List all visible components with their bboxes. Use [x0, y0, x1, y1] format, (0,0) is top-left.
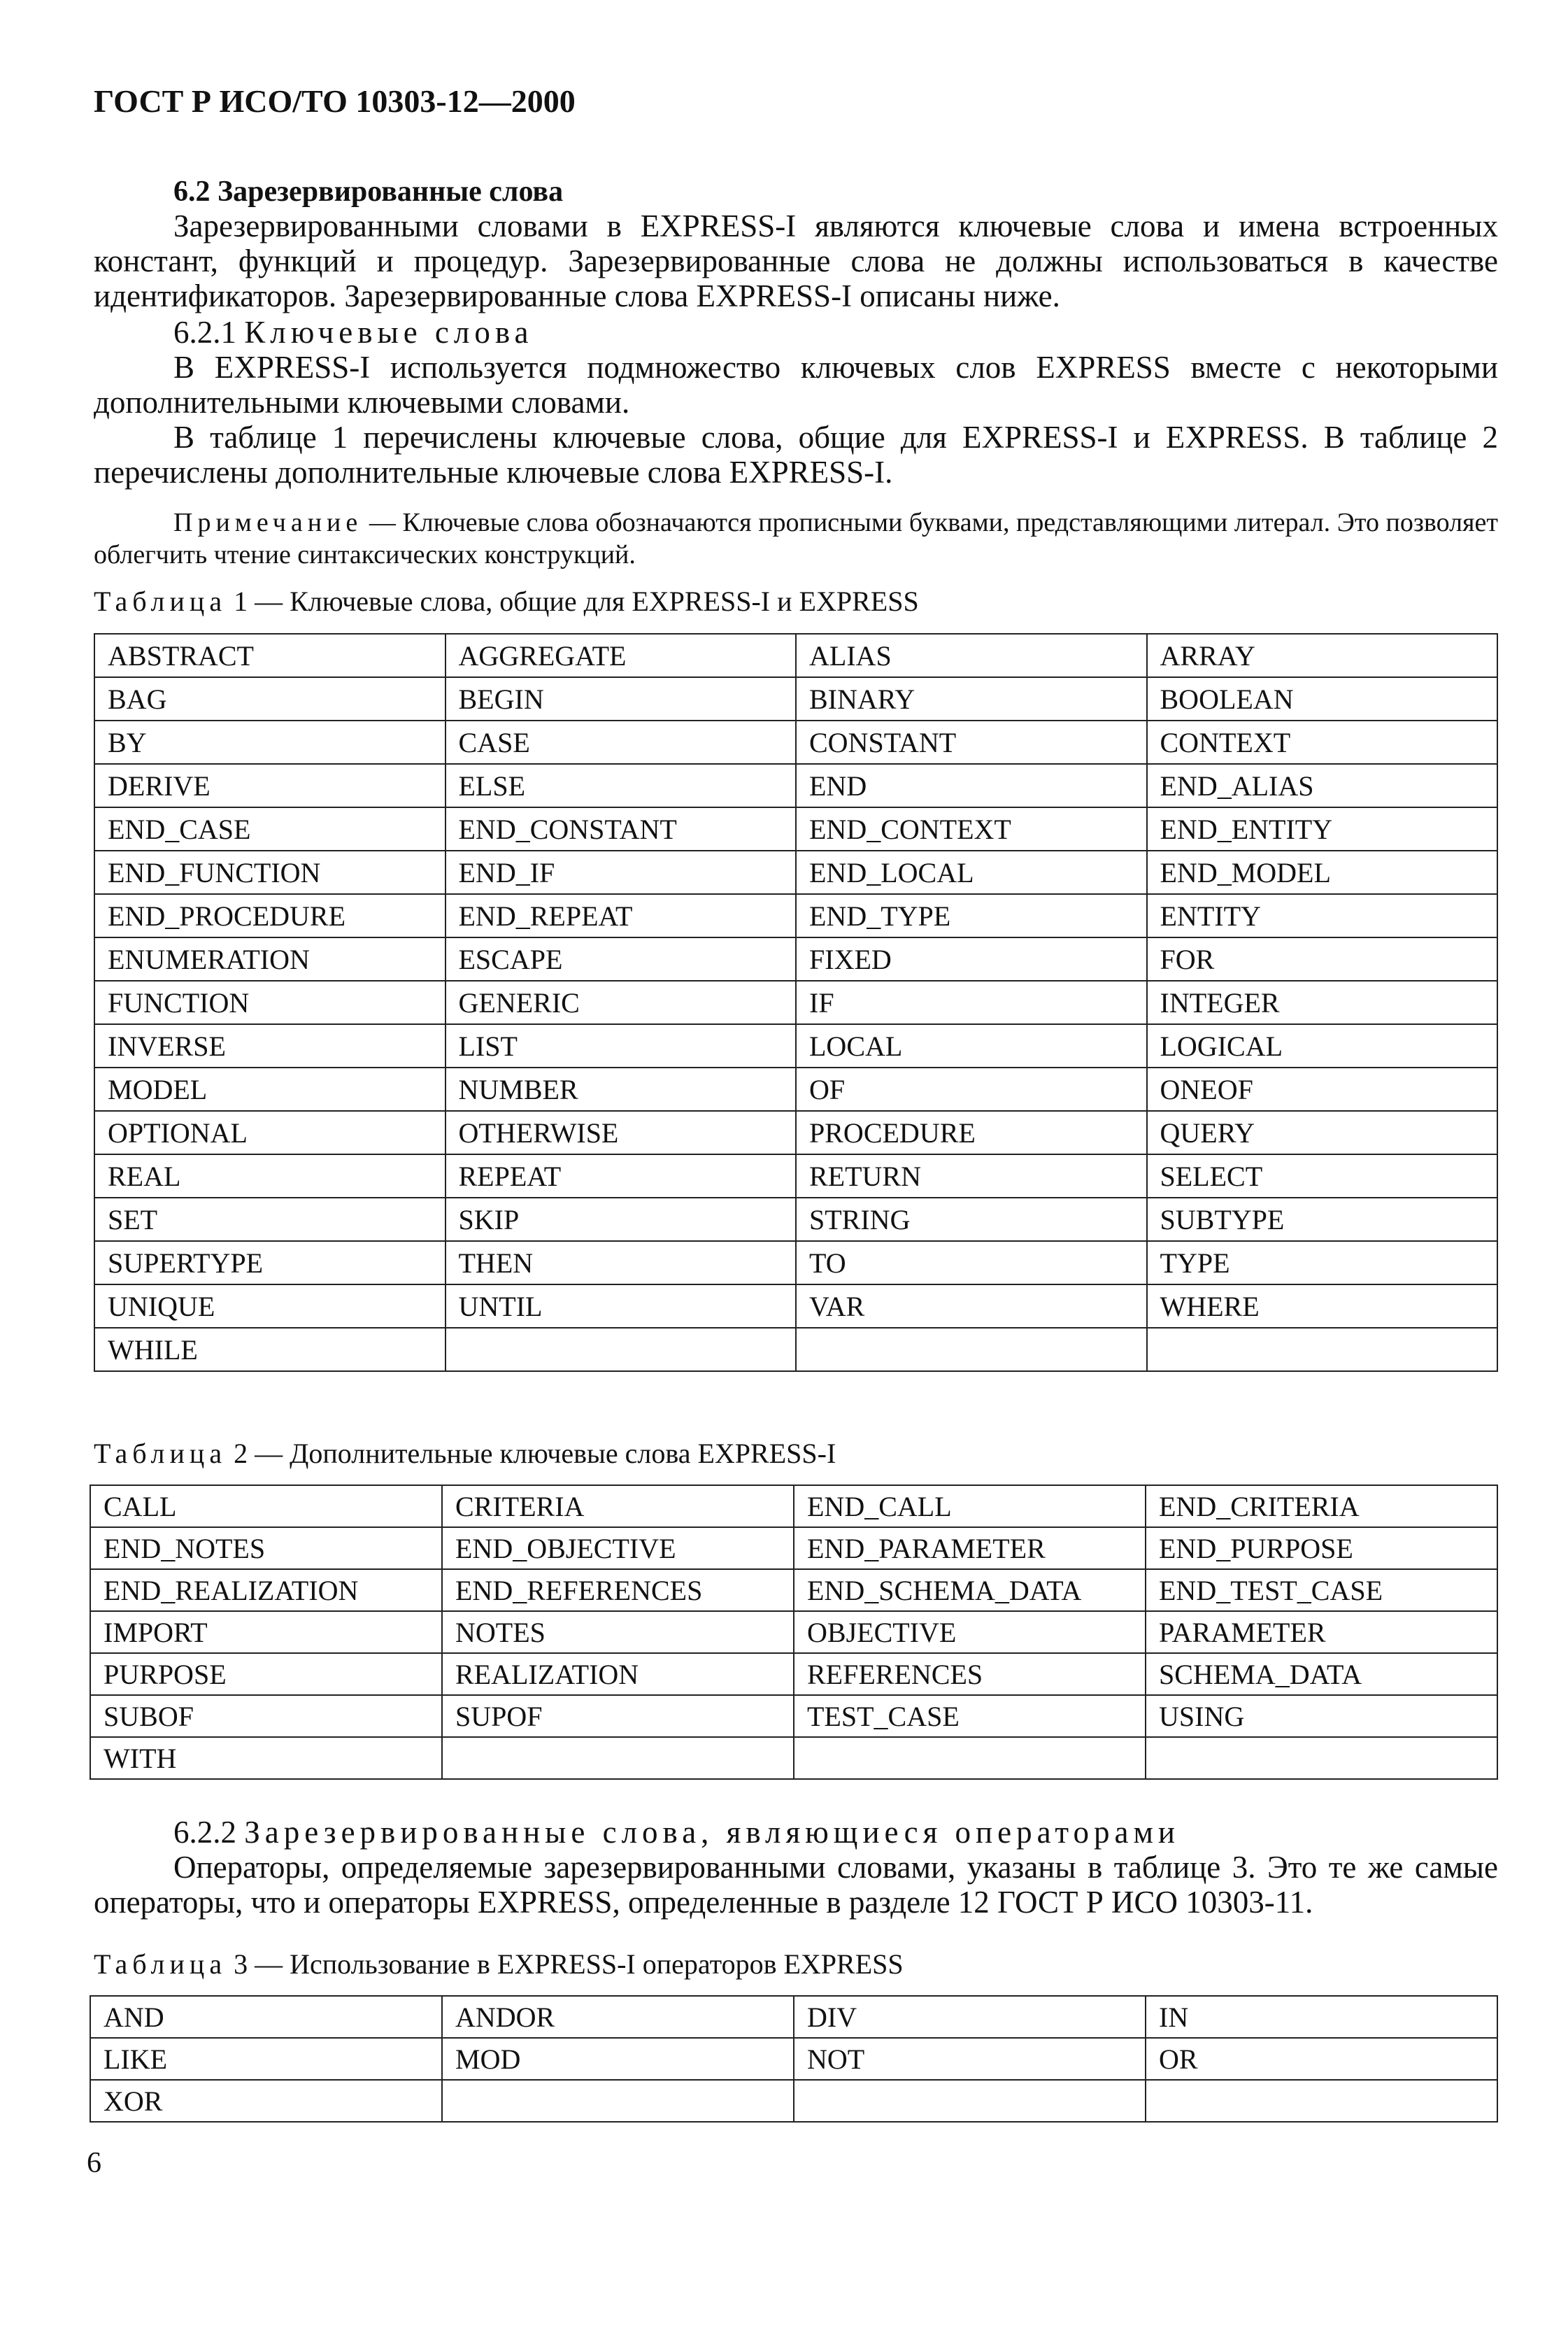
table-cell: WHERE [1147, 1284, 1498, 1328]
table-row [90, 1996, 1497, 2038]
table-row [90, 1737, 1497, 1779]
table-cell: END_OBJECTIVE [442, 1527, 794, 1569]
table-cell: OPTIONAL [94, 1111, 446, 1154]
table-cell: PARAMETER [1146, 1611, 1497, 1653]
subsection-2-heading [173, 1815, 1180, 1850]
subsection-1-number: 6.2.1 [173, 315, 236, 350]
table-cell: END [796, 764, 1147, 807]
table-cell: IF [796, 981, 1147, 1024]
table-cell: END_MODEL [1147, 851, 1498, 894]
table-row [90, 1611, 1497, 1653]
table-cell: DERIVE [94, 764, 446, 807]
table-row [90, 2080, 1497, 2122]
table-cell: SUPOF [442, 1695, 794, 1737]
table-row [90, 1653, 1497, 1695]
table-cell: END_ENTITY [1147, 807, 1498, 851]
table-row [90, 1485, 1497, 1527]
table-row [94, 634, 1497, 677]
table-cell: END_IF [446, 851, 797, 894]
table-cell: END_FUNCTION [94, 851, 446, 894]
subsection-2-number: 6.2.2 [173, 1815, 236, 1850]
subsection-1-title: Ключевые слова [244, 315, 534, 350]
table-cell: REFERENCES [794, 1653, 1146, 1695]
table-cell: END_SCHEMA_DATA [794, 1569, 1146, 1611]
table-cell: CASE [446, 721, 797, 764]
table-cell [1146, 2080, 1497, 2122]
table-cell: AGGREGATE [446, 634, 797, 677]
table-cell: BINARY [796, 677, 1147, 721]
table-cell: TEST_CASE [794, 1695, 1146, 1737]
table-1-caption-text: 1 — Ключевые слова, общие для EXPRESS-I и EXPRESS [227, 586, 919, 617]
table-cell: WITH [90, 1737, 442, 1779]
subsection-1-paragraph-2: В таблице 1 перечислены ключевые слова, общие для EXPRESS-I и EXPRESS. В таблице 2 перечислены дополнительные ключевые слова EXPRESS-I. [94, 420, 1498, 490]
section-title: 6.2 Зарезервированные слова [173, 176, 564, 208]
table-cell: END_LOCAL [796, 851, 1147, 894]
table-cell: BEGIN [446, 677, 797, 721]
table-cell: ENTITY [1147, 894, 1498, 937]
table-cell [794, 1737, 1146, 1779]
table-cell: END_ALIAS [1147, 764, 1498, 807]
table-cell: END_TYPE [796, 894, 1147, 937]
table-cell: LOCAL [796, 1024, 1147, 1068]
table-cell: END_CONTEXT [796, 807, 1147, 851]
table-cell: OF [796, 1068, 1147, 1111]
table-cell: GENERIC [446, 981, 797, 1024]
table-cell: VAR [796, 1284, 1147, 1328]
table-cell: END_PURPOSE [1146, 1527, 1497, 1569]
table-cell: IN [1146, 1996, 1497, 2038]
table-cell: FOR [1147, 937, 1498, 981]
table-cell: SCHEMA_DATA [1146, 1653, 1497, 1695]
table-cell: END_CRITERIA [1146, 1485, 1497, 1527]
table-cell: BAG [94, 677, 446, 721]
table-cell: BY [94, 721, 446, 764]
note-text: — Ключевые слова обозначаются прописными буквами, представляющими литерал. Это позволяет облегчить чтение синтаксических конструкций. [94, 508, 1498, 569]
table-cell: WHILE [94, 1328, 446, 1371]
table-cell: OBJECTIVE [794, 1611, 1146, 1653]
table-cell: CONTEXT [1147, 721, 1498, 764]
table-cell: SUBTYPE [1147, 1198, 1498, 1241]
table-row [94, 1024, 1497, 1068]
table-row [94, 851, 1497, 894]
table-cell: DIV [794, 1996, 1146, 2038]
table-cell: SUPERTYPE [94, 1241, 446, 1284]
table-cell: NOT [794, 2038, 1146, 2080]
table-2-additional-keywords [90, 1485, 1498, 1780]
table-2-caption-label: Таблица [94, 1438, 227, 1469]
table-cell [442, 2080, 794, 2122]
table-cell: ALIAS [796, 634, 1147, 677]
table-cell: ABSTRACT [94, 634, 446, 677]
subsection-1-heading [173, 315, 534, 350]
table-cell: AND [90, 1996, 442, 2038]
table-row [90, 2038, 1497, 2080]
table-cell: THEN [446, 1241, 797, 1284]
table-cell: SKIP [446, 1198, 797, 1241]
table-cell: ARRAY [1147, 634, 1498, 677]
table-cell: OTHERWISE [446, 1111, 797, 1154]
table-cell [1146, 1737, 1497, 1779]
table-cell: MODEL [94, 1068, 446, 1111]
table-row [94, 677, 1497, 721]
table-cell: USING [1146, 1695, 1497, 1737]
table-cell: REAL [94, 1154, 446, 1198]
table-cell: END_TEST_CASE [1146, 1569, 1497, 1611]
table-cell: END_NOTES [90, 1527, 442, 1569]
table-row [94, 937, 1497, 981]
table-cell: SELECT [1147, 1154, 1498, 1198]
table-cell: ANDOR [442, 1996, 794, 2038]
table-cell [446, 1328, 797, 1371]
table-cell: END_REFERENCES [442, 1569, 794, 1611]
table-cell: XOR [90, 2080, 442, 2122]
table-cell: TYPE [1147, 1241, 1498, 1284]
table-1-caption [94, 585, 919, 618]
table-cell: UNIQUE [94, 1284, 446, 1328]
page-number: 6 [87, 2147, 101, 2179]
table-cell: FIXED [796, 937, 1147, 981]
table-row [94, 894, 1497, 937]
table-cell [442, 1737, 794, 1779]
table-cell: CALL [90, 1485, 442, 1527]
table-3-operators [90, 1995, 1498, 2123]
table-row [90, 1527, 1497, 1569]
table-cell: REPEAT [446, 1154, 797, 1198]
table-cell: LOGICAL [1147, 1024, 1498, 1068]
subsection-2-title: Зарезервированные слова, являющиеся операторами [244, 1815, 1181, 1850]
table-row [94, 1328, 1497, 1371]
table-cell: CRITERIA [442, 1485, 794, 1527]
table-row [94, 1068, 1497, 1111]
table-cell: OR [1146, 2038, 1497, 2080]
table-cell: ESCAPE [446, 937, 797, 981]
table-cell: REALIZATION [442, 1653, 794, 1695]
table-cell: END_PARAMETER [794, 1527, 1146, 1569]
table-cell: ENUMERATION [94, 937, 446, 981]
table-cell: ELSE [446, 764, 797, 807]
table-cell: INTEGER [1147, 981, 1498, 1024]
table-cell: BOOLEAN [1147, 677, 1498, 721]
table-cell: LIKE [90, 2038, 442, 2080]
note-label: Примечание [173, 508, 363, 537]
table-1-caption-label: Таблица [94, 586, 227, 617]
table-cell [794, 2080, 1146, 2122]
table-cell: END_CASE [94, 807, 446, 851]
table-3-caption-text: 3 — Использование в EXPRESS-I операторов EXPRESS [227, 1948, 904, 1980]
note-paragraph [94, 506, 1498, 571]
table-cell: TO [796, 1241, 1147, 1284]
table-row [94, 1111, 1497, 1154]
table-cell: PROCEDURE [796, 1111, 1147, 1154]
table-cell: UNTIL [446, 1284, 797, 1328]
table-2-caption-text: 2 — Дополнительные ключевые слова EXPRESS-I [227, 1438, 836, 1469]
table-row [94, 1284, 1497, 1328]
table-cell: MOD [442, 2038, 794, 2080]
table-cell: NUMBER [446, 1068, 797, 1111]
table-row [94, 721, 1497, 764]
table-cell: QUERY [1147, 1111, 1498, 1154]
table-row [90, 1695, 1497, 1737]
subsection-2-paragraph: Операторы, определяемые зарезервированными словами, указаны в таблице 3. Это те же самые операторы, что и операторы EXPRESS, определенные в разделе 12 ГОСТ Р ИСО 10303-11. [94, 1850, 1498, 1920]
table-row [90, 1569, 1497, 1611]
section-intro-paragraph: Зарезервированными словами в EXPRESS-I являются ключевые слова и имена встроенных констант, функций и процедур. Зарезервированные слова не должны использоваться в качестве идентификаторов. Зарезервированные слова EXPRESS-I описаны ниже. [94, 208, 1498, 313]
table-cell: RETURN [796, 1154, 1147, 1198]
table-cell: IMPORT [90, 1611, 442, 1653]
table-cell: SUBOF [90, 1695, 442, 1737]
table-cell: END_CALL [794, 1485, 1146, 1527]
table-row [94, 764, 1497, 807]
table-cell: STRING [796, 1198, 1147, 1241]
table-3-caption [94, 1948, 904, 1981]
table-cell: CONSTANT [796, 721, 1147, 764]
table-cell: NOTES [442, 1611, 794, 1653]
table-cell: PURPOSE [90, 1653, 442, 1695]
table-row [94, 1154, 1497, 1198]
table-1-keywords [94, 633, 1498, 1372]
table-cell: SET [94, 1198, 446, 1241]
table-cell: FUNCTION [94, 981, 446, 1024]
table-cell [796, 1328, 1147, 1371]
table-cell [1147, 1328, 1498, 1371]
table-cell: END_PROCEDURE [94, 894, 446, 937]
subsection-1-paragraph-1: В EXPRESS-I используется подмножество ключевых слов EXPRESS вместе с некоторыми дополнительными ключевыми словами. [94, 350, 1498, 420]
table-cell: LIST [446, 1024, 797, 1068]
table-3-caption-label: Таблица [94, 1948, 227, 1980]
table-2-caption [94, 1437, 836, 1470]
table-cell: END_CONSTANT [446, 807, 797, 851]
table-row [94, 981, 1497, 1024]
table-cell: END_REPEAT [446, 894, 797, 937]
table-row [94, 1241, 1497, 1284]
table-cell: ONEOF [1147, 1068, 1498, 1111]
document-header: ГОСТ Р ИСО/ТО 10303-12—2000 [94, 83, 576, 119]
table-row [94, 1198, 1497, 1241]
table-cell: INVERSE [94, 1024, 446, 1068]
table-cell: END_REALIZATION [90, 1569, 442, 1611]
table-row [94, 807, 1497, 851]
